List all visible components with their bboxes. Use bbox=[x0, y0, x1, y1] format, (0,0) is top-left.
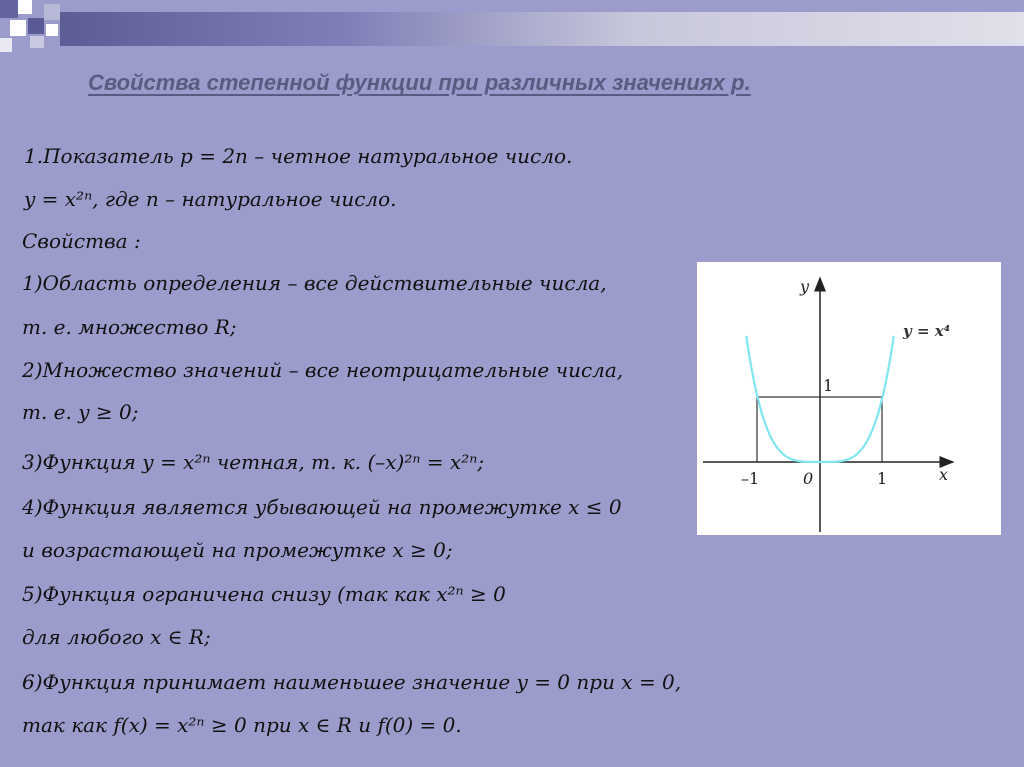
tick-label-x-pos: 1 bbox=[877, 469, 888, 488]
tick-label-y: 1 bbox=[823, 376, 834, 395]
text-line: y = x²ⁿ, где n – натуральное число. bbox=[24, 187, 397, 211]
function-graph bbox=[697, 262, 1001, 535]
decor-square bbox=[30, 36, 44, 48]
header-gradient-bar bbox=[60, 12, 1024, 46]
text-line: Свойства : bbox=[22, 229, 141, 253]
text-line: 6)Функция принимает наименьшее значение y = 0 при x = 0, bbox=[22, 670, 682, 694]
slide-title: Свойства степенной функции при различных значениях р. bbox=[88, 70, 751, 95]
text-line: 1)Область определения – все действительные числа, bbox=[22, 271, 607, 295]
curve-label: y = x⁴ bbox=[903, 322, 951, 340]
text-line: 1.Показатель p = 2n – четное натуральное число. bbox=[24, 144, 573, 168]
decor-square bbox=[0, 38, 12, 52]
text-line: 4)Функция является убывающей на промежутке x ≤ 0 bbox=[22, 495, 622, 519]
tick-label-x-neg: –1 bbox=[741, 469, 760, 488]
text-line: так как f(x) = x²ⁿ ≥ 0 при x ∈ R и f(0) = 0. bbox=[22, 713, 462, 737]
text-line: т. е. y ≥ 0; bbox=[22, 400, 139, 424]
decor-square bbox=[28, 18, 44, 34]
text-line: для любого x ∈ R; bbox=[22, 625, 211, 649]
text-line: 5)Функция ограничена снизу (так как x²ⁿ ≥ 0 bbox=[22, 582, 506, 606]
y-axis-label: y bbox=[800, 277, 810, 296]
decor-square bbox=[0, 0, 18, 18]
decor-square bbox=[18, 0, 32, 14]
text-line: и возрастающей на промежутке x ≥ 0; bbox=[22, 538, 453, 562]
decor-square bbox=[44, 4, 60, 20]
text-line: 3)Функция y = x²ⁿ четная, т. к. (–x)²ⁿ = x²ⁿ; bbox=[22, 450, 485, 474]
x-axis-label: x bbox=[939, 465, 949, 484]
graph-svg bbox=[697, 262, 1001, 535]
tick-label-origin: 0 bbox=[803, 469, 814, 488]
text-line: 2)Множество значений – все неотрицательные числа, bbox=[22, 358, 624, 382]
text-line: т. е. множество R; bbox=[22, 315, 237, 339]
decor-square bbox=[10, 20, 26, 36]
decor-square bbox=[46, 24, 58, 36]
